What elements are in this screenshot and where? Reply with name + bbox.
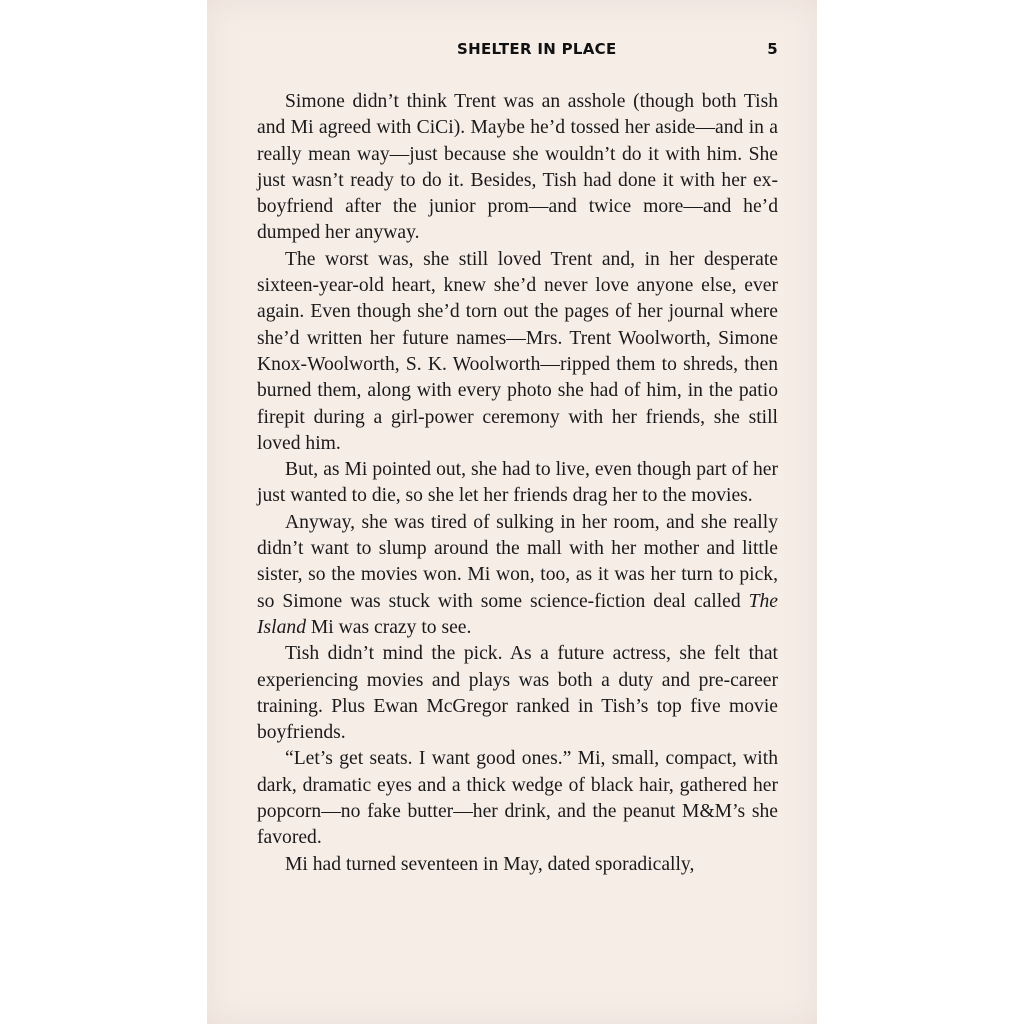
paragraph: But, as Mi pointed out, she had to live, even though part of her just wanted to die, so she let her friends drag her to the movies.: [257, 459, 778, 507]
paragraph-text: Anyway, she was tired of sulking in her room, and she really didn’t want to slump around the mall with her mother and little sister, so the movies won. Mi won, too, as it was her turn to pick, so Simone was stuck with some science-fiction deal called: [257, 511, 778, 612]
paragraph: Tish didn’t mind the pick. As a future actress, she felt that experiencing movies and plays was both a duty and pre-career training. Plus Ewan McGregor ranked in Tish’s top five movie boyfriends.: [257, 643, 778, 744]
paragraph: Mi had turned seventeen in May, dated sporadically,: [285, 853, 695, 875]
paragraph-text: Mi was crazy to see.: [305, 616, 472, 638]
running-head: [250, 40, 778, 64]
body-text: [257, 89, 778, 878]
running-title: SHELTER IN PLACE: [457, 40, 617, 58]
page-number: 5: [767, 40, 778, 58]
paragraph: “Let’s get seats. I want good ones.” Mi, small, compact, with dark, dramatic eyes and a thick wedge of black hair, gathered her popcorn—no fake butter—her drink, and the peanut M&M’s she favored.: [257, 748, 778, 849]
film-title: The Island: [257, 590, 778, 638]
paragraph: The worst was, she still loved Trent and, in her desperate sixteen-year-old heart, knew she’d never love anyone else, ever again. Even though she’d torn out the pages of her journal where she’d written her future names—Mrs. Trent Woolworth, Simone Knox-Woolworth, S. K. Woolworth—ripped them to shreds, then burned them, along with every photo she had of him, in the patio firepit during a girl-power ceremony with her friends, she still loved him.: [257, 248, 778, 454]
paragraph: Simone didn’t think Trent was an asshole (though both Tish and Mi agreed with CiCi). Maybe he’d tossed her aside—and in a really mean way—just because she wouldn’t do it with him. She just wasn’t ready to do it. Besides, Tish had done it with her ex-boyfriend after the junior prom—and twice more—and he’d dumped her anyway.: [257, 91, 778, 244]
paragraph: [257, 510, 778, 641]
